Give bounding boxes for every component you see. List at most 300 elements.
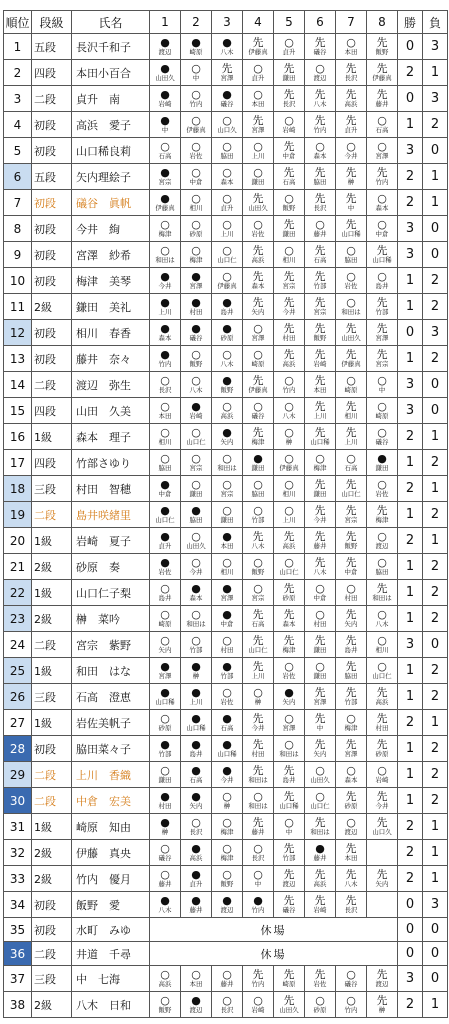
table-row xyxy=(4,450,448,476)
result-mark: 先 xyxy=(314,400,326,413)
result-mark: ○ xyxy=(222,968,232,981)
opponent-name: 石高 xyxy=(251,620,265,628)
result-mark: 先 xyxy=(252,968,264,981)
game-result-cell xyxy=(367,554,398,580)
result-mark: ● xyxy=(222,374,232,387)
game-result-cell xyxy=(305,294,336,320)
losses-cell: 1 xyxy=(423,476,448,502)
game-result-cell xyxy=(367,346,398,372)
game-result-cell xyxy=(336,502,367,528)
result-mark: 先 xyxy=(252,738,264,751)
result-mark: ○ xyxy=(315,452,325,465)
game-result-cell xyxy=(150,86,181,112)
opponent-name: 伊藤真 xyxy=(186,126,206,134)
game-result-cell xyxy=(367,762,398,788)
opponent-name: 村田 xyxy=(375,724,389,732)
result-mark: ○ xyxy=(160,582,170,595)
game-result-cell xyxy=(367,450,398,476)
wins-cell: 0 xyxy=(398,86,423,112)
opponent-name: 岩崎 xyxy=(251,1006,265,1014)
opponent-name: 宮宗 xyxy=(282,282,296,290)
game-result-cell xyxy=(212,632,243,658)
rank-grade-cell: 二段 xyxy=(32,788,72,814)
result-mark: ○ xyxy=(253,88,263,101)
opponent-name: 八木 xyxy=(344,880,358,888)
opponent-name: 矢内 xyxy=(220,438,234,446)
opponent-name: 崎原 xyxy=(251,360,265,368)
game-result-cell xyxy=(367,60,398,86)
player-name-cell: 八木 日和 xyxy=(72,992,150,1018)
game-result-cell xyxy=(305,398,336,424)
game-result-cell xyxy=(212,346,243,372)
opponent-name: 脇田 xyxy=(158,464,172,472)
opponent-name: 森本 xyxy=(189,594,203,602)
rank-cell: 24 xyxy=(4,632,32,658)
result-mark: 先 xyxy=(345,166,357,179)
opponent-name: 中 xyxy=(285,828,293,836)
result-mark: 先 xyxy=(314,166,326,179)
result-mark: ○ xyxy=(346,36,356,49)
game-result-cell xyxy=(367,684,398,710)
result-mark: 先 xyxy=(314,556,326,569)
game-result-cell xyxy=(212,866,243,892)
game-result-cell xyxy=(181,398,212,424)
opponent-name: 本田 xyxy=(313,386,327,394)
result-mark: ○ xyxy=(315,608,325,621)
result-mark: ○ xyxy=(191,114,201,127)
opponent-name: 上川 xyxy=(251,152,265,160)
game-result-cell xyxy=(243,502,274,528)
player-name-cell: 山口仁子梨 xyxy=(72,580,150,606)
opponent-name: 飯野 xyxy=(189,360,203,368)
result-mark: ○ xyxy=(160,140,170,153)
game-result-cell xyxy=(367,580,398,606)
game-result-cell xyxy=(181,736,212,762)
game-result-cell xyxy=(336,320,367,346)
losses-cell: 2 xyxy=(423,684,448,710)
result-mark: ○ xyxy=(253,582,263,595)
table-row xyxy=(4,840,448,866)
result-mark: ○ xyxy=(191,218,201,231)
game-result-cell xyxy=(150,554,181,580)
result-mark: ● xyxy=(160,530,170,543)
game-result-cell xyxy=(243,580,274,606)
result-mark: ● xyxy=(191,582,201,595)
game-result-cell xyxy=(305,424,336,450)
opponent-name: 脇田 xyxy=(344,256,358,264)
game-result-cell xyxy=(212,966,243,992)
game-result-cell xyxy=(150,632,181,658)
opponent-name: 山口仁 xyxy=(310,802,330,810)
game-result-cell xyxy=(367,528,398,554)
rank-cell: 32 xyxy=(4,840,32,866)
game-result-cell xyxy=(274,242,305,268)
result-mark: ○ xyxy=(222,140,232,153)
game-result-cell xyxy=(305,632,336,658)
rank-grade-cell: 二段 xyxy=(32,942,72,966)
wins-cell: 2 xyxy=(398,476,423,502)
rank-grade-cell: 三段 xyxy=(32,966,72,992)
result-mark: 先 xyxy=(314,816,326,829)
opponent-name: 山口仁 xyxy=(279,568,299,576)
opponent-name: 礒谷 xyxy=(158,854,172,862)
rank-cell: 4 xyxy=(4,112,32,138)
result-mark: ○ xyxy=(315,582,325,595)
game-result-cell xyxy=(305,788,336,814)
game-result-cell xyxy=(181,710,212,736)
opponent-name: 宮澤 xyxy=(220,594,234,602)
wins-cell: 2 xyxy=(398,424,423,450)
result-mark: ○ xyxy=(191,62,201,75)
result-mark: 先 xyxy=(314,868,326,881)
result-mark: ● xyxy=(253,452,263,465)
player-name-cell: 上川 香織 xyxy=(72,762,150,788)
player-name-cell: 矢内理絵子 xyxy=(72,164,150,190)
rank-cell: 9 xyxy=(4,242,32,268)
opponent-name: 石高 xyxy=(344,464,358,472)
rank-cell: 12 xyxy=(4,320,32,346)
result-mark: 先 xyxy=(345,634,357,647)
game-result-cell xyxy=(150,112,181,138)
opponent-name: 高浜 xyxy=(282,360,296,368)
result-mark: ● xyxy=(191,270,201,283)
result-mark: ○ xyxy=(222,348,232,361)
opponent-name: 岩崎 xyxy=(313,360,327,368)
game-result-cell xyxy=(336,606,367,632)
result-mark: 先 xyxy=(345,114,357,127)
game-result-cell xyxy=(243,866,274,892)
game-result-cell xyxy=(243,190,274,216)
game-result-cell xyxy=(274,60,305,86)
losses-cell: 0 xyxy=(423,918,448,942)
table-row xyxy=(4,658,448,684)
game-result-cell xyxy=(243,710,274,736)
wins-cell: 1 xyxy=(398,658,423,684)
player-name-cell: 高浜 愛子 xyxy=(72,112,150,138)
result-mark: ○ xyxy=(377,270,387,283)
table-row xyxy=(4,164,448,190)
game-result-cell xyxy=(150,580,181,606)
wins-cell: 3 xyxy=(398,398,423,424)
opponent-name: 中倉 xyxy=(158,490,172,498)
losses-cell: 2 xyxy=(423,788,448,814)
opponent-name: 長沢 xyxy=(220,1006,234,1014)
player-name-cell: 山田 久美 xyxy=(72,398,150,424)
game-result-cell xyxy=(274,372,305,398)
opponent-name: 竹部 xyxy=(313,282,327,290)
result-mark: ● xyxy=(160,504,170,517)
game-result-cell xyxy=(243,242,274,268)
absence-cell: 休場 xyxy=(150,918,398,942)
opponent-name: 砂原 xyxy=(282,594,296,602)
player-name-cell: 井道 千尋 xyxy=(72,942,150,966)
opponent-name: 岩崎 xyxy=(375,776,389,784)
opponent-name: 和田は xyxy=(217,464,237,472)
rank-cell: 14 xyxy=(4,372,32,398)
opponent-name: 鎌田 xyxy=(282,230,296,238)
game-result-cell xyxy=(305,966,336,992)
table-row xyxy=(4,866,448,892)
result-mark: 先 xyxy=(345,842,357,855)
rank-cell: 16 xyxy=(4,424,32,450)
game-result-cell xyxy=(336,190,367,216)
game-result-cell xyxy=(336,86,367,112)
player-name-cell: 本田小百合 xyxy=(72,60,150,86)
game-result-cell xyxy=(150,242,181,268)
opponent-name: 相川 xyxy=(220,568,234,576)
opponent-name: 竹部 xyxy=(220,672,234,680)
opponent-name: 宮澤 xyxy=(375,152,389,160)
result-mark: ○ xyxy=(253,790,263,803)
result-mark: 先 xyxy=(283,994,295,1007)
result-mark: ○ xyxy=(253,478,263,491)
rank-grade-cell: 三段 xyxy=(32,684,72,710)
result-mark: ● xyxy=(191,322,201,335)
table-row xyxy=(4,294,448,320)
rank-cell: 17 xyxy=(4,450,32,476)
table-row xyxy=(4,788,448,814)
opponent-name: 岩佐 xyxy=(189,152,203,160)
opponent-name: 崎原 xyxy=(282,980,296,988)
wins-cell: 2 xyxy=(398,60,423,86)
game-result-cell xyxy=(305,138,336,164)
opponent-name: 飯野 xyxy=(282,204,296,212)
opponent-name: 宮宗 xyxy=(251,594,265,602)
rank-cell: 38 xyxy=(4,992,32,1018)
opponent-name: 中倉 xyxy=(220,620,234,628)
opponent-name: 矢内 xyxy=(375,880,389,888)
opponent-name: 藤井 xyxy=(158,880,172,888)
game-result-cell xyxy=(305,992,336,1018)
opponent-name: 宮澤 xyxy=(220,74,234,82)
opponent-name: 上川 xyxy=(189,698,203,706)
opponent-name: 和田は xyxy=(310,828,330,836)
game-result-cell xyxy=(274,684,305,710)
opponent-name: 礒谷 xyxy=(375,438,389,446)
game-result-cell xyxy=(336,992,367,1018)
wins-cell: 2 xyxy=(398,190,423,216)
wins-cell: 2 xyxy=(398,840,423,866)
opponent-name: 中 xyxy=(378,386,386,394)
losses-cell: 2 xyxy=(423,554,448,580)
result-mark: ○ xyxy=(191,556,201,569)
result-mark: ○ xyxy=(160,968,170,981)
result-mark: ○ xyxy=(377,478,387,491)
player-name-cell: 脇田菜々子 xyxy=(72,736,150,762)
losses-cell: 0 xyxy=(423,966,448,992)
result-mark: ○ xyxy=(160,400,170,413)
opponent-name: 山口仁 xyxy=(155,516,175,524)
opponent-name: 藤井 xyxy=(189,906,203,914)
opponent-name: 礒谷 xyxy=(344,980,358,988)
losses-cell: 0 xyxy=(423,138,448,164)
result-mark: ● xyxy=(191,660,201,673)
result-mark: ● xyxy=(191,504,201,517)
player-name-cell: 竹内 優月 xyxy=(72,866,150,892)
result-mark: ○ xyxy=(346,452,356,465)
wins-cell: 3 xyxy=(398,372,423,398)
opponent-name: 和田は xyxy=(279,750,299,758)
result-mark: 先 xyxy=(283,140,295,153)
result-mark: ○ xyxy=(346,244,356,257)
result-mark: ○ xyxy=(253,868,263,881)
opponent-name: 榊 xyxy=(161,828,169,836)
game-result-cell xyxy=(150,268,181,294)
opponent-name: 伊藤真 xyxy=(248,48,268,56)
opponent-name: 竹内 xyxy=(251,906,265,914)
rank-grade-cell: 1級 xyxy=(32,814,72,840)
game-result-cell xyxy=(212,294,243,320)
opponent-name: 竹部 xyxy=(344,698,358,706)
game-result-cell xyxy=(367,502,398,528)
opponent-name: 貞升 xyxy=(220,204,234,212)
game-result-cell xyxy=(305,268,336,294)
result-mark: 先 xyxy=(376,88,388,101)
opponent-name: 村田 xyxy=(220,646,234,654)
opponent-name: 竹内 xyxy=(313,126,327,134)
result-mark: ● xyxy=(222,738,232,751)
opponent-name: 宮宗 xyxy=(344,516,358,524)
opponent-name: 宮澤 xyxy=(251,126,265,134)
opponent-name: 礒谷 xyxy=(189,334,203,342)
result-mark: ○ xyxy=(377,426,387,439)
game-result-cell xyxy=(243,762,274,788)
table-row xyxy=(4,502,448,528)
rank-grade-cell: 初段 xyxy=(32,138,72,164)
wins-cell: 2 xyxy=(398,164,423,190)
result-mark: 先 xyxy=(345,192,357,205)
game-result-cell xyxy=(150,658,181,684)
player-name-cell: 村田 智穂 xyxy=(72,476,150,502)
rank-cell: 5 xyxy=(4,138,32,164)
game-result-cell xyxy=(305,684,336,710)
result-mark: ○ xyxy=(160,868,170,881)
rank-cell: 26 xyxy=(4,684,32,710)
game-result-cell xyxy=(150,762,181,788)
result-mark: 先 xyxy=(314,114,326,127)
result-mark: ○ xyxy=(191,348,201,361)
player-name-cell: 中倉 宏美 xyxy=(72,788,150,814)
opponent-name: 飯野 xyxy=(220,386,234,394)
game-result-cell xyxy=(212,684,243,710)
opponent-name: 中 xyxy=(316,724,324,732)
result-mark: 先 xyxy=(376,36,388,49)
result-mark: ○ xyxy=(191,244,201,257)
rank-cell: 8 xyxy=(4,216,32,242)
result-mark: ○ xyxy=(191,192,201,205)
rank-grade-cell: 1級 xyxy=(32,710,72,736)
game-result-cell xyxy=(181,554,212,580)
opponent-name: 高浜 xyxy=(251,256,265,264)
game-result-cell xyxy=(243,554,274,580)
result-mark: ○ xyxy=(346,712,356,725)
result-mark: ● xyxy=(191,686,201,699)
opponent-name: 岩佐 xyxy=(313,980,327,988)
result-mark: ○ xyxy=(222,556,232,569)
game-result-cell xyxy=(305,762,336,788)
result-mark: 先 xyxy=(252,426,264,439)
game-result-cell xyxy=(367,164,398,190)
game-result-cell xyxy=(336,788,367,814)
result-mark: ○ xyxy=(160,994,170,1007)
header-row xyxy=(4,11,448,34)
table-row xyxy=(4,112,448,138)
wins-cell: 1 xyxy=(398,502,423,528)
table-row xyxy=(4,138,448,164)
result-mark: ○ xyxy=(191,478,201,491)
opponent-name: 本田 xyxy=(158,412,172,420)
player-name-cell: 石高 澄恵 xyxy=(72,684,150,710)
opponent-name: 貞升 xyxy=(251,74,265,82)
result-mark: 先 xyxy=(345,478,357,491)
game-result-cell xyxy=(305,892,336,918)
result-mark: 先 xyxy=(345,738,357,751)
result-mark: ● xyxy=(160,166,170,179)
result-mark: 先 xyxy=(314,968,326,981)
rank-grade-cell: 二段 xyxy=(32,762,72,788)
game-result-cell xyxy=(274,164,305,190)
game-result-cell xyxy=(181,814,212,840)
table-row xyxy=(4,580,448,606)
losses-cell: 2 xyxy=(423,294,448,320)
result-mark: 先 xyxy=(314,88,326,101)
opponent-name: 本田 xyxy=(344,48,358,56)
opponent-name: 礒谷 xyxy=(313,48,327,56)
game-result-cell xyxy=(181,684,212,710)
rank-grade-cell: 初段 xyxy=(32,216,72,242)
wins-cell: 0 xyxy=(398,892,423,918)
result-mark: ○ xyxy=(377,608,387,621)
game-result-cell xyxy=(150,216,181,242)
result-mark: ● xyxy=(222,322,232,335)
opponent-name: 礒谷 xyxy=(251,412,265,420)
rank-cell: 2 xyxy=(4,60,32,86)
result-mark: ○ xyxy=(160,426,170,439)
game-result-cell xyxy=(150,992,181,1018)
wins-cell: 1 xyxy=(398,762,423,788)
opponent-name: 鎌田 xyxy=(158,776,172,784)
game-result-cell xyxy=(212,242,243,268)
game-result-cell xyxy=(243,398,274,424)
table-row xyxy=(4,710,448,736)
game-result-cell xyxy=(305,34,336,60)
opponent-name: 上川 xyxy=(344,438,358,446)
opponent-name: 本田 xyxy=(220,542,234,550)
player-name-cell: 梅津 美琴 xyxy=(72,268,150,294)
rank-grade-cell: 五段 xyxy=(32,34,72,60)
result-mark: ● xyxy=(191,764,201,777)
result-mark: 先 xyxy=(283,88,295,101)
table-row xyxy=(4,762,448,788)
rank-cell: 33 xyxy=(4,866,32,892)
opponent-name: 渡辺 xyxy=(158,48,172,56)
game-result-cell xyxy=(305,554,336,580)
game-result-cell xyxy=(367,658,398,684)
result-mark: 先 xyxy=(314,192,326,205)
result-mark: 先 xyxy=(283,296,295,309)
result-mark: 先 xyxy=(345,348,357,361)
opponent-name: 八木 xyxy=(375,620,389,628)
rank-cell: 28 xyxy=(4,736,32,762)
game-result-cell xyxy=(367,814,398,840)
opponent-name: 渡辺 xyxy=(313,74,327,82)
losses-cell: 3 xyxy=(423,320,448,346)
game-result-cell xyxy=(212,268,243,294)
result-mark: ○ xyxy=(346,582,356,595)
opponent-name: 榊 xyxy=(347,178,355,186)
result-mark: ○ xyxy=(284,192,294,205)
column-header: 順位 xyxy=(4,11,32,34)
